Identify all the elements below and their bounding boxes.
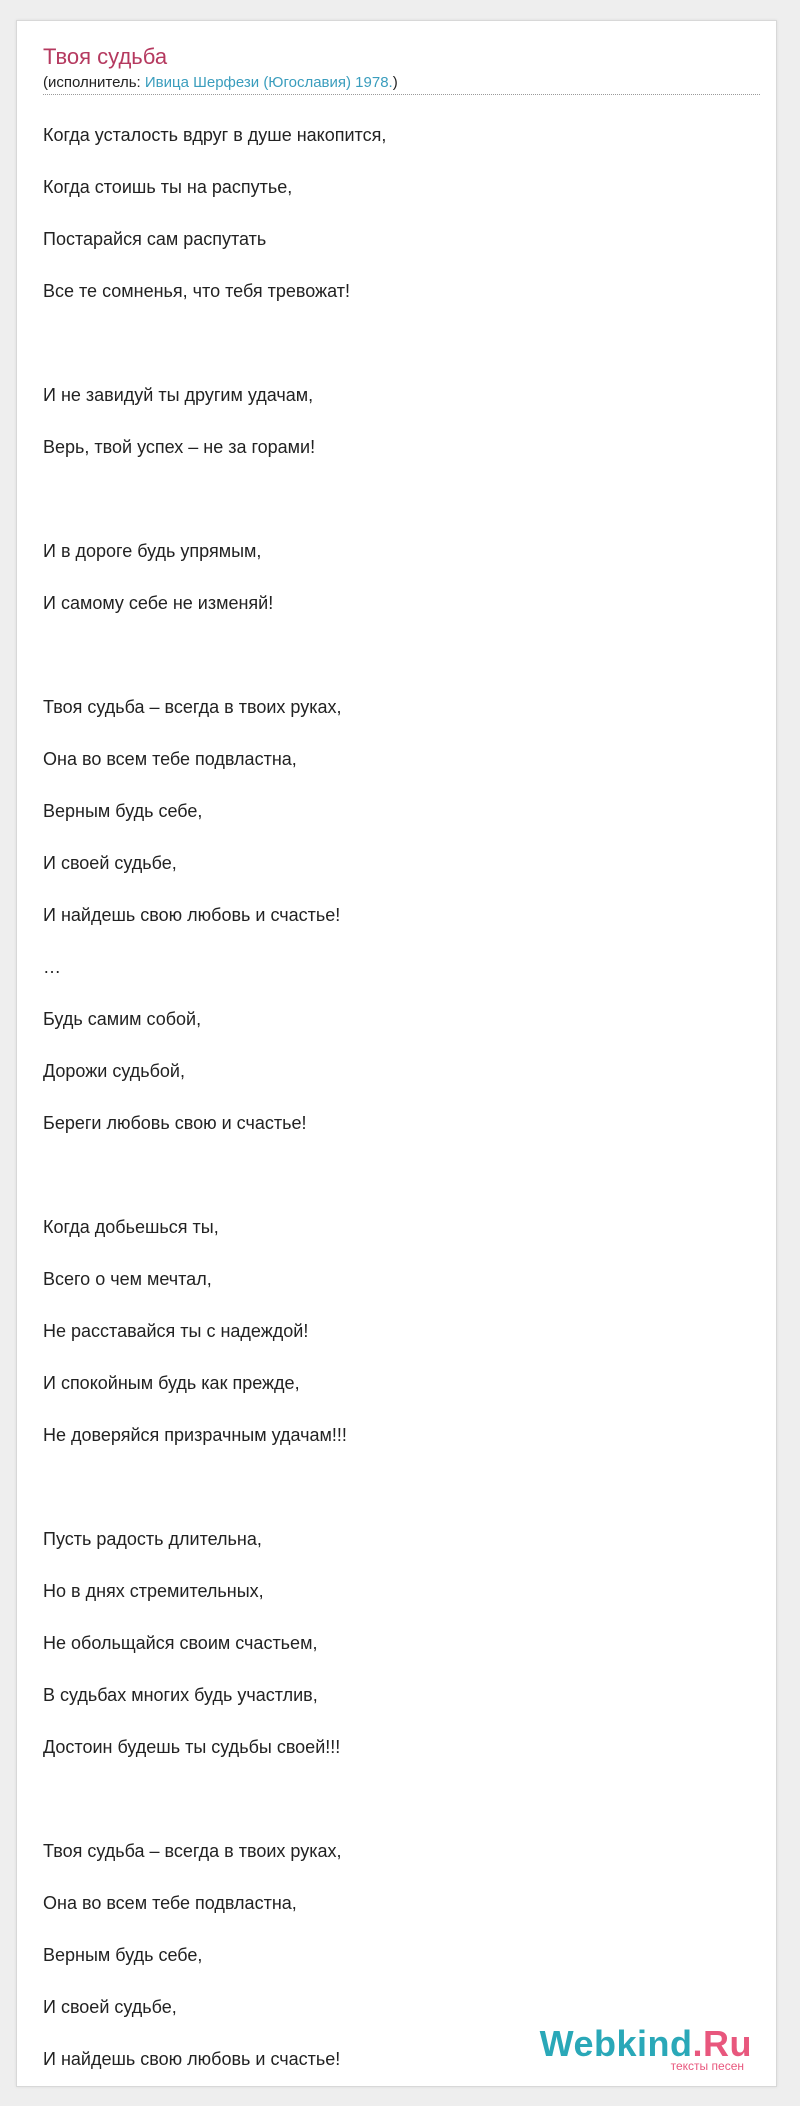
lyric-line [43, 317, 743, 369]
lyric-line: В судьбах многих будь участлив, [43, 1685, 318, 1705]
lyric-line: Твоя судьба – всегда в твоих руках, [43, 697, 342, 717]
lyric-line: Не обольщайся своим счастьем, [43, 1633, 318, 1653]
lyric-line: И в дороге будь упрямым, [43, 541, 262, 561]
lyric-line: Достоин будешь ты судьбы своей!!! [43, 1737, 341, 1757]
lyrics-card [16, 20, 777, 2087]
lyric-line: Когда добьешься ты, [43, 1217, 219, 1237]
title-divider [43, 94, 760, 95]
lyric-line: Дорожи судьбой, [43, 1061, 185, 1081]
lyric-line [43, 629, 743, 681]
lyric-line: И своей судьбе, [43, 853, 177, 873]
logo-tagline: тексты песен [670, 2059, 744, 2073]
lyric-line: Когда усталость вдруг в душе накопится, [43, 125, 387, 145]
lyrics-text [43, 109, 743, 2085]
site-logo[interactable] [539, 2023, 752, 2073]
lyric-line [43, 1149, 743, 1201]
lyric-line: Все те сомненья, что тебя тревожат! [43, 281, 350, 301]
lyric-line: Пусть радость длительна, [43, 1529, 262, 1549]
lyric-line: И найдешь свою любовь и счастье! [43, 2049, 341, 2069]
performer-line [43, 73, 398, 93]
lyric-line: Она во всем тебе подвластна, [43, 749, 297, 769]
performer-suffix: ) [392, 74, 398, 91]
lyric-line: Всего о чем мечтал, [43, 1269, 212, 1289]
performer-prefix: (исполнитель: [43, 74, 145, 91]
lyric-line: И не завидуй ты другим удачам, [43, 385, 314, 405]
lyric-line [43, 1773, 743, 1825]
logo-tld: .Ru [692, 2023, 752, 2064]
lyric-line: Твоя судьба – всегда в твоих руках, [43, 1841, 342, 1861]
lyric-line: И найдешь свою любовь и счастье! [43, 905, 341, 925]
lyric-line: И спокойным будь как прежде, [43, 1373, 300, 1393]
logo-word: Webkind [539, 2023, 693, 2064]
lyric-line [43, 1461, 743, 1513]
lyric-line: … [43, 957, 61, 977]
lyric-line: Не расставайся ты с надеждой! [43, 1321, 309, 1341]
artist-link[interactable]: Ивица Шерфези (Югославия) 1978. [144, 74, 393, 91]
lyric-line [43, 473, 743, 525]
lyric-line: И своей судьбе, [43, 1997, 177, 2017]
lyric-line: Верь, твой успех – не за горами! [43, 437, 316, 457]
lyric-line: Она во всем тебе подвластна, [43, 1893, 297, 1913]
lyric-line: Верным будь себе, [43, 801, 203, 821]
lyric-line: Не доверяйся призрачным удачам!!! [43, 1425, 347, 1445]
song-title: Твоя судьба [43, 44, 168, 69]
lyric-line: И самому себе не изменяй! [43, 593, 274, 613]
lyric-line: Постарайся сам распутать [43, 229, 267, 249]
lyric-line: Береги любовь свою и счастье! [43, 1113, 307, 1133]
lyric-line: Верным будь себе, [43, 1945, 203, 1965]
logo-wordmark [539, 2023, 752, 2064]
lyric-line: Когда стоишь ты на распутье, [43, 177, 293, 197]
lyric-line: Но в днях стремительных, [43, 1581, 264, 1601]
lyric-line: Будь самим собой, [43, 1009, 202, 1029]
